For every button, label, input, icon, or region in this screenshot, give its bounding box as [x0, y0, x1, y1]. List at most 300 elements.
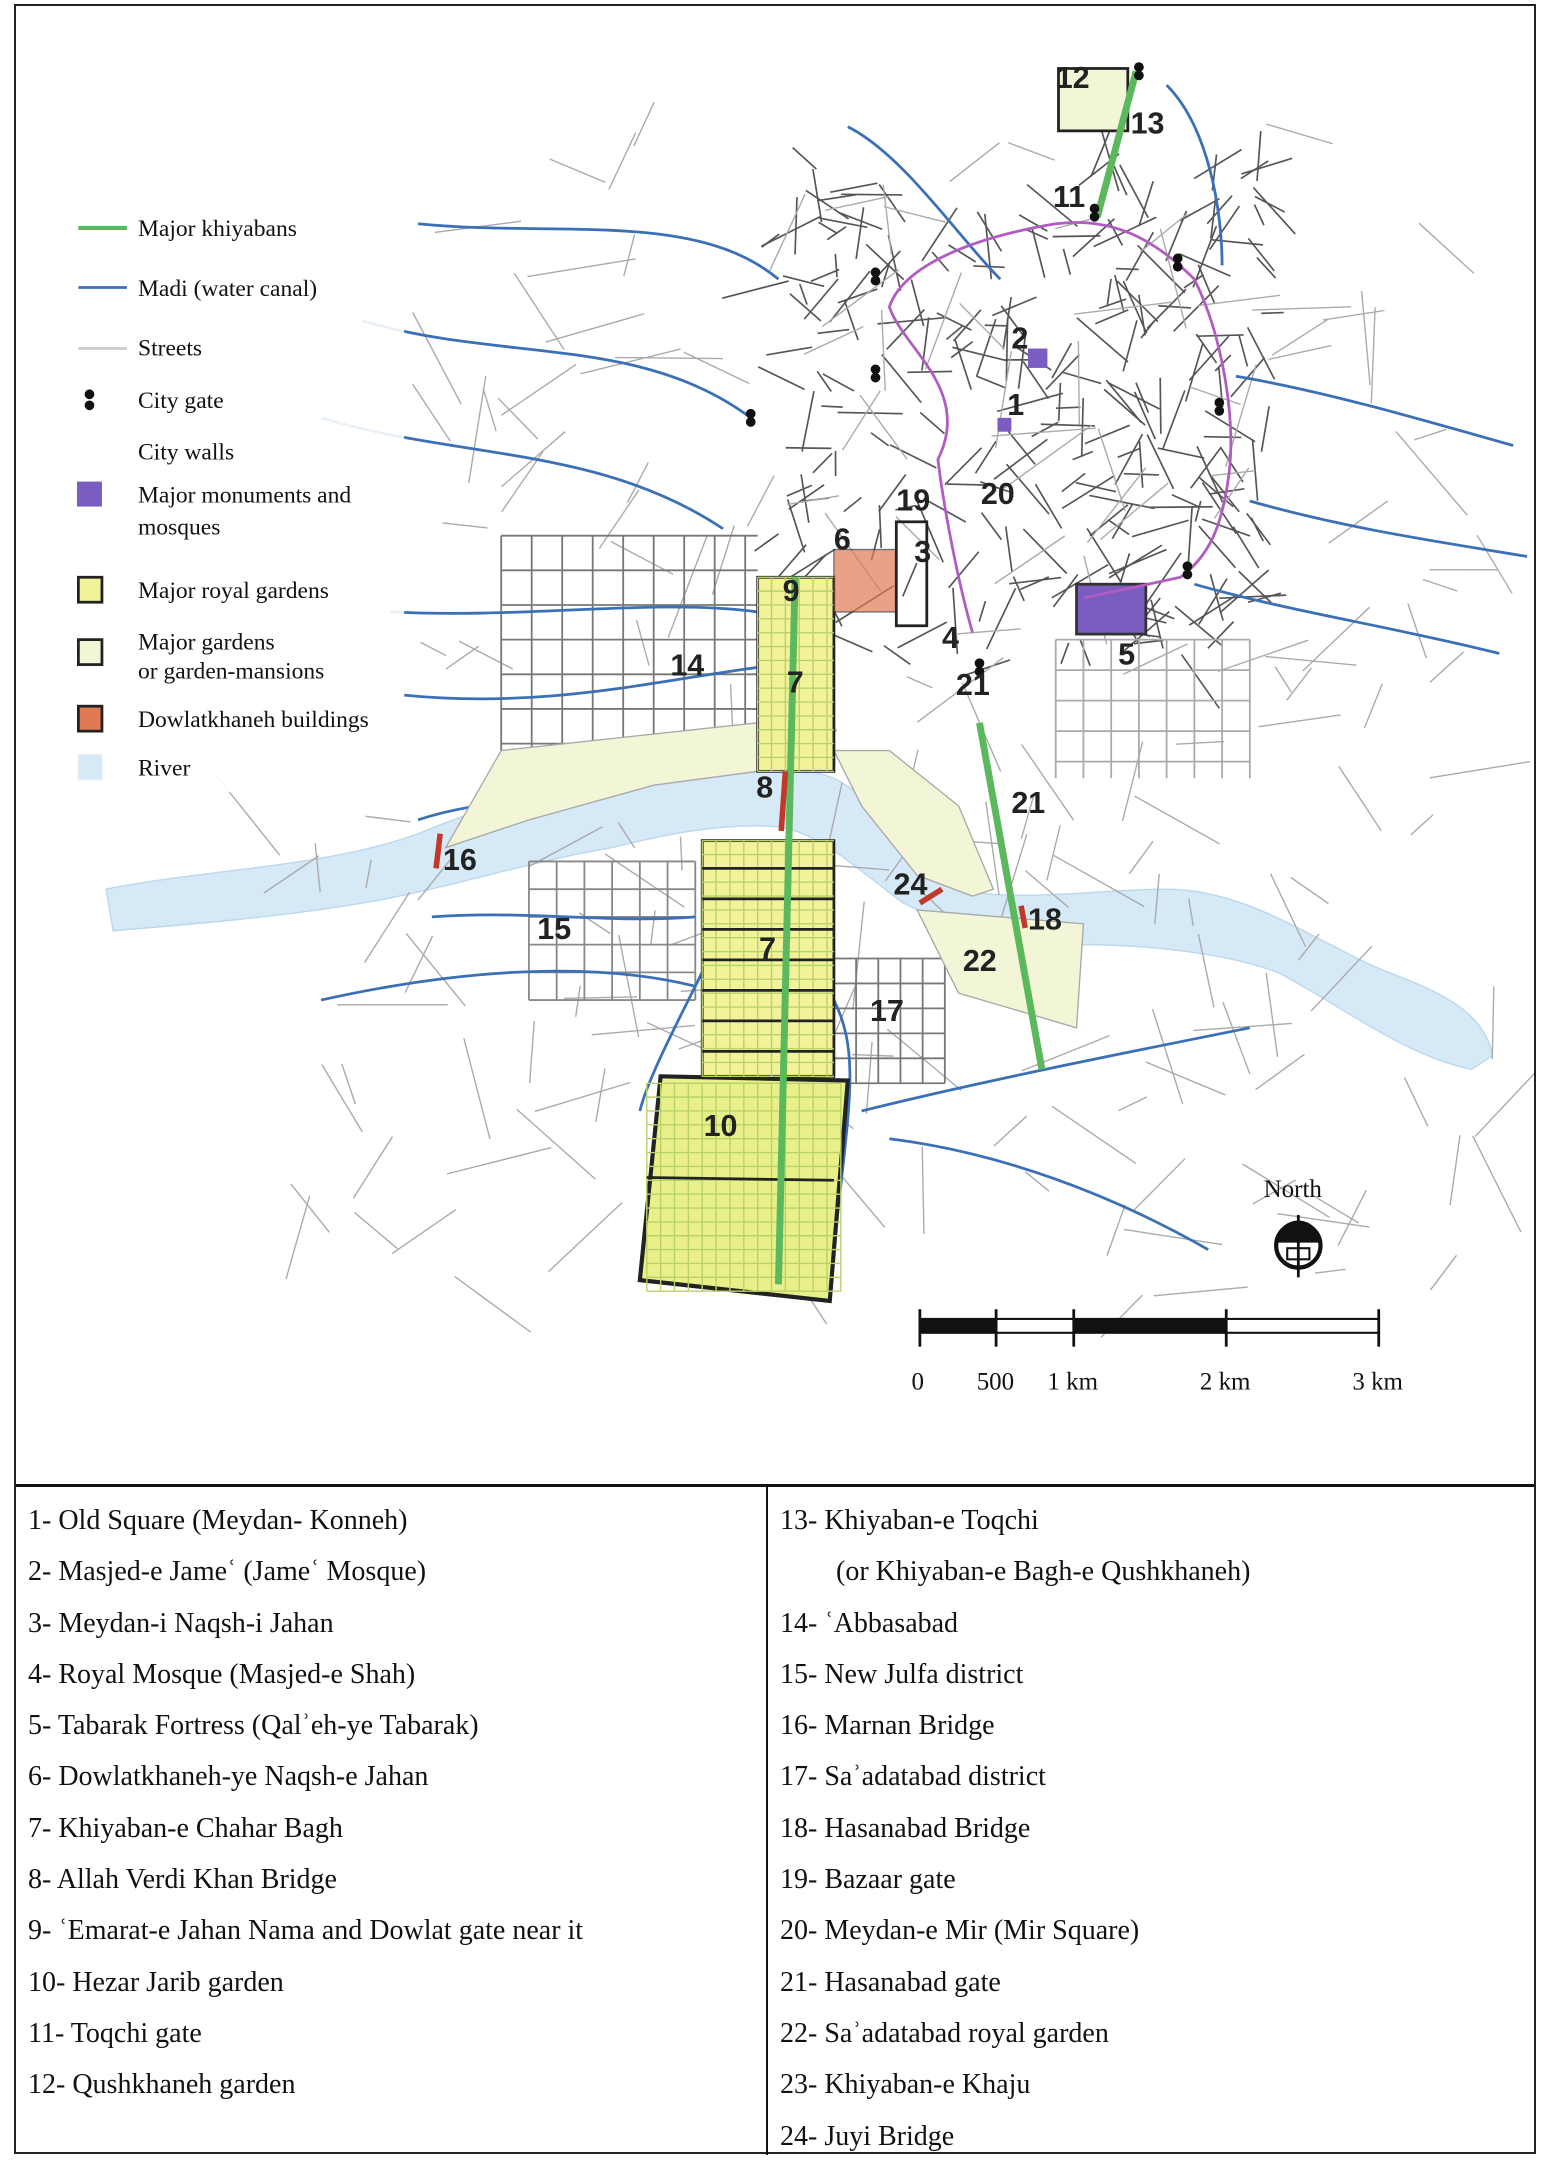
street: [1115, 275, 1124, 311]
street: [1255, 1054, 1304, 1090]
street: [813, 453, 832, 472]
map-label: 18: [1028, 902, 1062, 937]
street: [1134, 796, 1219, 844]
street: [787, 485, 812, 496]
key-item: 18- Hasanabad Bridge: [780, 1812, 1031, 1844]
city-gate-icon: [871, 276, 881, 286]
street: [1492, 987, 1494, 1059]
street: [1166, 211, 1186, 261]
street: [1362, 291, 1370, 385]
street: [1272, 320, 1327, 355]
street: [1408, 604, 1426, 659]
street: [1364, 684, 1382, 728]
map-label: 14: [670, 648, 705, 683]
street: [1266, 973, 1277, 1057]
street: [1035, 484, 1061, 528]
street: [1163, 391, 1185, 449]
street: [761, 217, 820, 247]
street: [1080, 640, 1090, 665]
street: [755, 534, 779, 551]
key-item: 17- Saʾadatabad district: [780, 1761, 1046, 1793]
street: [517, 1109, 596, 1179]
street: [1132, 520, 1189, 536]
street: [564, 997, 637, 998]
dowlatkhaneh-buildings: [834, 550, 896, 612]
street: [1202, 519, 1250, 536]
north-arrow: [1264, 1176, 1323, 1277]
key-item: 7- Khiyaban-e Chahar Bagh: [28, 1812, 343, 1844]
street: [811, 270, 839, 282]
water-canal: [418, 224, 778, 279]
isfahan-map: [16, 6, 1534, 1484]
street: [1241, 158, 1292, 174]
street: [592, 1025, 695, 1034]
street: [1268, 346, 1331, 360]
street: [1423, 579, 1457, 591]
street: [819, 222, 837, 233]
city-gate-icon: [1134, 62, 1144, 72]
water-canal: [848, 127, 1000, 279]
water-canal: [862, 1028, 1250, 1111]
street: [392, 1210, 456, 1254]
street: [1100, 483, 1168, 540]
street: [1239, 334, 1248, 366]
north-label: North: [1263, 1175, 1322, 1203]
key-item: 20- Meydan-e Mir (Mir Square): [780, 1915, 1140, 1947]
street: [1062, 476, 1115, 509]
street: [1199, 526, 1236, 568]
street: [1189, 336, 1228, 380]
city-gate-icon: [1173, 254, 1183, 264]
street: [1219, 595, 1286, 598]
key-item-continuation: (or Khiyaban-e Bagh-e Qushkhaneh): [836, 1556, 1251, 1588]
street: [527, 259, 635, 277]
street: [1117, 281, 1158, 322]
street: [1158, 306, 1191, 308]
street: [1195, 501, 1200, 522]
street: [535, 1083, 630, 1112]
map-label: 1: [1007, 388, 1025, 423]
water-canal: [390, 607, 757, 613]
street: [1061, 643, 1069, 664]
key-item: 5- Tabarak Fortress (Qalʾeh-ye Tabarak): [28, 1710, 479, 1742]
street: [853, 902, 864, 1010]
street: [353, 1137, 392, 1199]
map-label: 19: [896, 483, 931, 518]
street: [684, 352, 749, 383]
street: [1077, 318, 1128, 362]
legend-garden-icon: [78, 640, 102, 665]
street: [1241, 161, 1268, 179]
legend-label: Major monuments and: [137, 482, 352, 509]
key-item: 13- Khiyaban-e Toqchi: [780, 1505, 1039, 1536]
city-gate-icon: [1090, 204, 1100, 214]
street: [1189, 596, 1234, 625]
street: [887, 1029, 961, 1090]
street: [1078, 341, 1079, 424]
street: [1020, 577, 1048, 589]
legend-label: Major gardens: [137, 629, 275, 656]
street: [447, 1148, 551, 1174]
scale-label: 500: [976, 1368, 1015, 1396]
legend-river-square-icon: [78, 755, 102, 780]
street: [446, 646, 479, 669]
street: [1053, 575, 1077, 607]
street: [580, 349, 680, 374]
street: [421, 642, 446, 655]
street: [1041, 424, 1095, 426]
street: [1475, 1060, 1534, 1136]
legend-label: mosques: [137, 514, 221, 541]
figure-frame: [14, 4, 1536, 2154]
city-gate-icon: [1134, 71, 1144, 81]
streets-layer: [214, 102, 1534, 1337]
compass-icon: [1276, 1215, 1320, 1277]
legend-orange-square-icon: [78, 706, 102, 731]
scale-label: 1 km: [1047, 1368, 1098, 1396]
street: [937, 313, 972, 330]
key-item: 8- Allah Verdi Khan Bridge: [28, 1864, 337, 1896]
street: [322, 1065, 362, 1132]
scale-bar-segment: [1074, 1319, 1226, 1333]
street: [501, 364, 576, 415]
map-label: 7: [786, 665, 804, 700]
street: [619, 935, 639, 1037]
street: [1150, 507, 1213, 508]
city-gate-icon: [1183, 570, 1193, 580]
map-label: 6: [833, 522, 851, 557]
street: [1118, 449, 1140, 458]
street: [1419, 223, 1474, 273]
scale-label: 3 km: [1352, 1368, 1403, 1396]
street: [770, 194, 805, 271]
street: [793, 148, 817, 169]
street: [866, 1042, 872, 1114]
key-item: 4- Royal Mosque (Masjed-e Shah): [28, 1658, 416, 1690]
street: [822, 270, 899, 327]
street: [464, 1038, 490, 1139]
street: [977, 319, 996, 376]
street: [1106, 380, 1141, 422]
street: [1196, 334, 1216, 363]
street: [634, 102, 654, 146]
street: [1153, 1009, 1183, 1104]
street: [1257, 131, 1261, 181]
street: [469, 376, 486, 483]
legend-label: Dowlatkhaneh buildings: [137, 706, 369, 733]
map-label: 11: [1052, 180, 1086, 215]
key-item: 15- New Julfa district: [780, 1658, 1024, 1690]
street: [1430, 1255, 1456, 1290]
street: [1063, 372, 1101, 383]
map-label: 3: [914, 535, 932, 570]
street: [1053, 236, 1101, 237]
map-label: 22: [962, 943, 997, 978]
street: [354, 1212, 397, 1248]
street: [1025, 229, 1048, 239]
street: [856, 207, 863, 259]
street: [1008, 143, 1055, 161]
street: [1186, 343, 1203, 402]
street: [1266, 124, 1332, 144]
street: [1255, 196, 1285, 212]
key-item: 3- Meydan-i Naqsh-i Jahan: [28, 1607, 334, 1639]
street: [945, 448, 982, 485]
street: [459, 641, 513, 669]
map-label: 8: [756, 770, 774, 805]
street: [987, 588, 1016, 649]
street: [596, 1068, 605, 1121]
map-label: 16: [442, 842, 477, 877]
map-label: 12: [1055, 60, 1090, 95]
legend-royal-garden-icon: [78, 577, 102, 602]
key-item: 9- ʿEmarat-e Jahan Nama and Dowlat gate near it: [28, 1915, 584, 1947]
street: [406, 933, 465, 1006]
street: [1119, 1097, 1147, 1110]
key-item: 6- Dowlatkhaneh-ye Naqsh-e Jahan: [28, 1761, 429, 1793]
map-label: 21: [955, 668, 990, 703]
street: [366, 816, 411, 822]
key-table: [16, 1484, 1534, 2155]
street: [546, 314, 644, 342]
city-gate-icon: [871, 267, 881, 277]
map-label: 7: [759, 931, 777, 966]
legend-purple-square-icon: [77, 482, 102, 507]
street: [1135, 392, 1156, 439]
key-column-left: [16, 1487, 768, 2155]
street: [1430, 652, 1464, 682]
street: [852, 1055, 894, 1057]
street: [1120, 165, 1148, 218]
jame-mosque: [1028, 349, 1047, 368]
water-canal: [404, 667, 758, 699]
key-item: 16- Marnan Bridge: [780, 1710, 995, 1742]
key-item: 21- Hasanabad gate: [780, 1966, 1001, 1998]
map-label: 4: [942, 620, 960, 655]
street: [835, 254, 837, 277]
street: [1405, 1078, 1428, 1127]
street: [817, 195, 856, 201]
street: [611, 542, 673, 575]
street: [1253, 188, 1295, 234]
street: [802, 391, 814, 451]
street: [747, 476, 774, 527]
city-gate-icon: [975, 658, 985, 668]
street: [951, 342, 973, 358]
street: [342, 1064, 356, 1104]
legend-label: City gate: [137, 388, 224, 415]
map-label: 24: [893, 867, 928, 902]
street: [758, 367, 804, 389]
street: [599, 490, 639, 549]
street: [365, 892, 410, 962]
street: [879, 184, 905, 222]
key-item: 14- ʿAbbasabad: [780, 1607, 959, 1639]
street: [483, 388, 496, 431]
city-gate-icon: [746, 409, 756, 419]
street: [882, 355, 921, 403]
street: [976, 441, 996, 473]
street: [800, 284, 807, 305]
street: [576, 986, 581, 1017]
street: [1123, 320, 1137, 371]
street: [819, 218, 867, 227]
street: [1275, 667, 1291, 692]
map-label: 5: [1118, 637, 1136, 672]
street: [1223, 1002, 1250, 1074]
street: [951, 629, 1020, 635]
street: [1218, 640, 1308, 671]
map-label: 13: [1130, 106, 1165, 141]
street: [1047, 825, 1060, 880]
street: [1109, 550, 1166, 574]
key-item: 24- Juyi Bridge: [780, 2120, 955, 2152]
street: [985, 325, 1006, 326]
city-gate-icon: [1090, 212, 1100, 222]
street: [1261, 313, 1284, 314]
map-label: 15: [537, 912, 572, 947]
street: [1430, 762, 1530, 778]
city-wall: [889, 222, 1230, 632]
city-gate-icon: [1173, 262, 1183, 272]
street: [651, 910, 655, 944]
key-item: 12- Qushkhaneh garden: [28, 2069, 296, 2101]
street: [823, 374, 854, 391]
map-label: 2: [1011, 321, 1029, 356]
water-canal: [889, 1139, 1208, 1250]
street: [907, 677, 933, 688]
scale-bar: [912, 1309, 1403, 1395]
street: [286, 1196, 310, 1279]
legend-label: Streets: [137, 335, 203, 362]
street: [1194, 149, 1242, 178]
street: [1411, 815, 1433, 835]
street: [977, 212, 1001, 251]
city-gate-icon: [1214, 398, 1224, 408]
water-canal: [363, 321, 751, 418]
map-label: 20: [980, 476, 1015, 511]
street: [455, 1277, 531, 1333]
street: [1247, 513, 1271, 545]
map-label: 17: [869, 993, 904, 1028]
street: [1339, 766, 1381, 830]
street: [884, 207, 946, 223]
street: [1172, 495, 1201, 508]
street: [1133, 1159, 1185, 1211]
street: [1082, 398, 1083, 457]
street: [1062, 473, 1085, 491]
street: [1107, 279, 1111, 306]
street: [979, 601, 985, 621]
street: [1233, 527, 1259, 568]
street: [1291, 877, 1329, 903]
scale-label: 2 km: [1199, 1368, 1251, 1396]
map-label: 10: [703, 1108, 738, 1143]
street: [1154, 1287, 1248, 1296]
street: [787, 496, 839, 505]
street: [1338, 1190, 1366, 1246]
street: [1140, 214, 1187, 252]
street: [992, 297, 1036, 315]
key-item: 2- Masjed-e Jameʿ (Jameʿ Mosque): [28, 1556, 427, 1588]
street: [615, 358, 723, 359]
street: [1140, 441, 1143, 488]
street: [1108, 382, 1160, 409]
street: [1160, 378, 1161, 434]
street: [1450, 1135, 1460, 1205]
key-item: 19- Bazaar gate: [780, 1864, 956, 1896]
street: [786, 448, 832, 449]
city-gate-icon: [871, 373, 881, 383]
street: [1109, 545, 1162, 578]
street: [514, 273, 564, 349]
street: [1261, 406, 1269, 452]
street: [291, 1184, 330, 1232]
key-item: 1- Old Square (Meydan- Konneh): [28, 1505, 408, 1536]
street: [1176, 742, 1225, 745]
street: [609, 133, 636, 190]
street: [1095, 310, 1128, 324]
city-gate-icon: [1183, 561, 1193, 571]
street: [1059, 383, 1061, 421]
water-canal: [1236, 376, 1513, 445]
street: [821, 406, 842, 407]
street: [1371, 307, 1375, 403]
street: [1204, 437, 1241, 438]
street: [954, 310, 981, 341]
street: [1147, 435, 1173, 489]
street: [860, 395, 907, 459]
street: [830, 183, 877, 192]
legend-label: Madi (water canal): [137, 275, 318, 302]
street: [443, 523, 488, 528]
key-item: 23- Khiyaban-e Khaju: [780, 2069, 1031, 2101]
street: [994, 439, 1047, 479]
street: [1063, 249, 1070, 275]
legend-label: River: [137, 755, 191, 782]
city-gate-icon: [746, 417, 756, 427]
street: [1254, 205, 1263, 226]
street: [637, 620, 649, 665]
street: [1287, 668, 1312, 700]
street: [1252, 307, 1351, 310]
street: [1056, 407, 1080, 408]
street: [680, 837, 682, 871]
street: [1477, 535, 1512, 593]
street: [977, 376, 1007, 388]
street: [1158, 448, 1204, 458]
legend-label: City walls: [137, 439, 235, 466]
key-item: 11- Toqchi gate: [28, 2017, 202, 2049]
legend: [58, 196, 405, 792]
street: [1396, 432, 1467, 516]
map-canvas: [16, 6, 1534, 1484]
street: [548, 1203, 622, 1272]
street: [1107, 1205, 1125, 1256]
street: [842, 391, 880, 451]
street: [1473, 1136, 1521, 1232]
city-gate-icon: [1214, 406, 1224, 416]
street: [1315, 1269, 1345, 1273]
street: [795, 197, 797, 254]
street: [1414, 429, 1446, 440]
street: [1146, 1062, 1225, 1095]
street: [413, 384, 451, 441]
key-item: 22- Saʾadatabad royal garden: [780, 2017, 1109, 2049]
street: [722, 281, 788, 298]
city-gate-icon: [871, 364, 881, 374]
street: [1197, 335, 1244, 336]
